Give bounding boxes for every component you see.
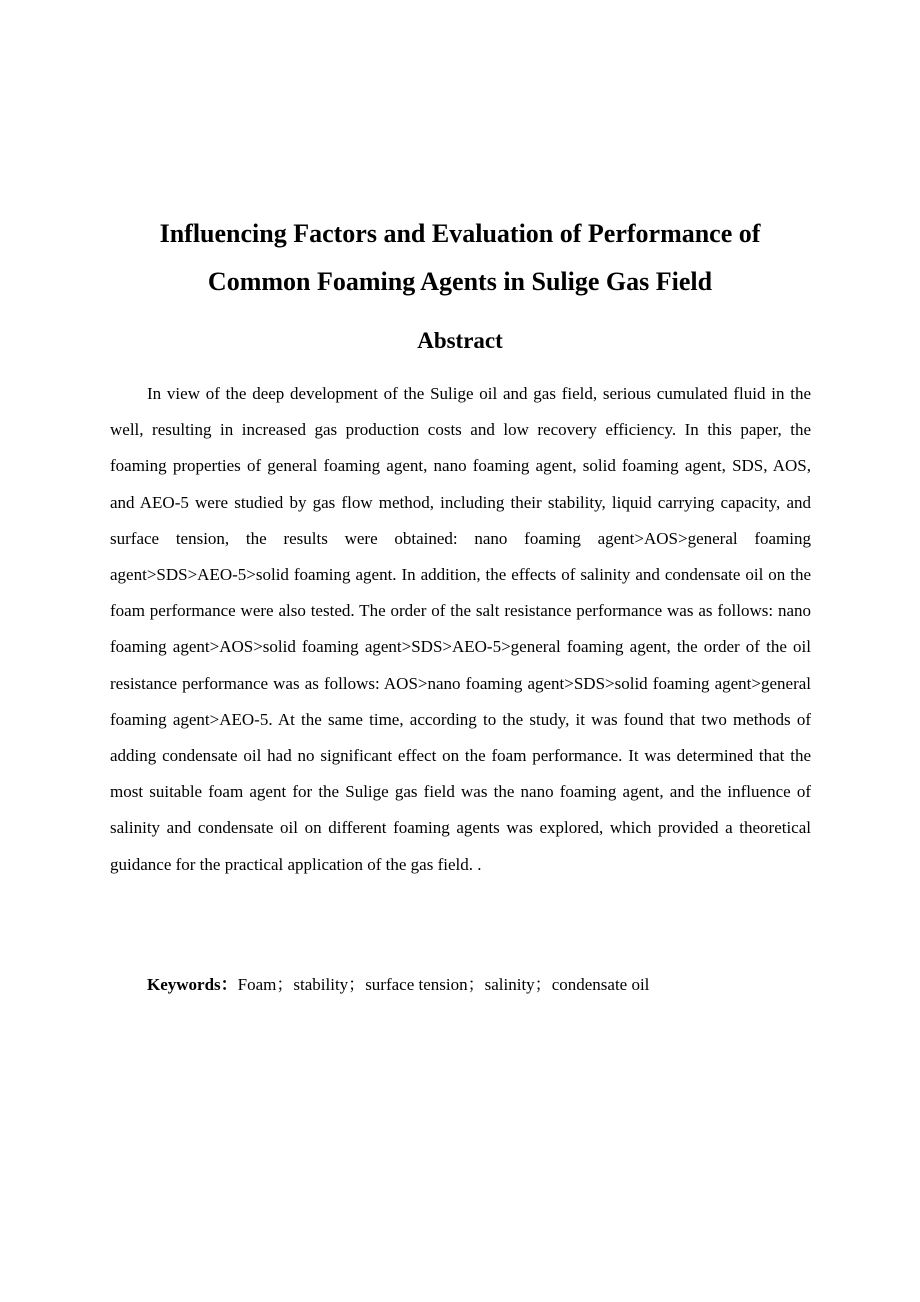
keyword-item: salinity； — [484, 975, 552, 994]
keyword-item: surface tension； — [365, 975, 485, 994]
keyword-item: Foam； — [237, 975, 294, 994]
keyword-item: condensate oil — [551, 975, 650, 994]
keywords-line — [147, 971, 827, 999]
paper-title — [110, 210, 810, 306]
keyword-item: stability； — [293, 975, 366, 994]
keywords-label: Keywords： — [147, 975, 238, 994]
abstract-body: In view of the deep development of the Sulige oil and gas field, serious cumulated fluid in the well, resulting in increased gas production costs and low recovery efficiency. In this paper, the foaming properties of general foaming agent, nano foaming agent, solid foaming agent, SDS, AOS, and AEO-5 were studied by gas flow method, including their stability, liquid carrying capacity, and surface tension, the results were obtained: nano foaming agent>AOS>general foaming agent>SDS>AEO-5>solid foaming agent. In addition, the effects of salinity and condensate oil on the foam performance were also tested. The order of the salt resistance performance was as follows: nano foaming agent>AOS>solid foaming agent>SDS>AEO-5>general foaming agent, the order of the oil resistance performance was as follows: AOS>nano foaming agent>SDS>solid foaming agent>general foaming agent>AEO-5. At the same time, according to the study, it was found that two methods of adding condensate oil had no significant effect on the foam performance. It was determined that the most suitable foam agent for the Sulige gas field was the nano foaming agent, and the influence of salinity and condensate oil on different foaming agents was explored, which provided a theoretical guidance for the practical application of the gas field. . — [110, 384, 811, 874]
paper-title-line-2: Common Foaming Agents in Sulige Gas Field — [207, 267, 713, 296]
abstract-heading: Abstract — [417, 328, 503, 353]
paper-title-line-1: Influencing Factors and Evaluation of Performance of — [159, 219, 761, 248]
